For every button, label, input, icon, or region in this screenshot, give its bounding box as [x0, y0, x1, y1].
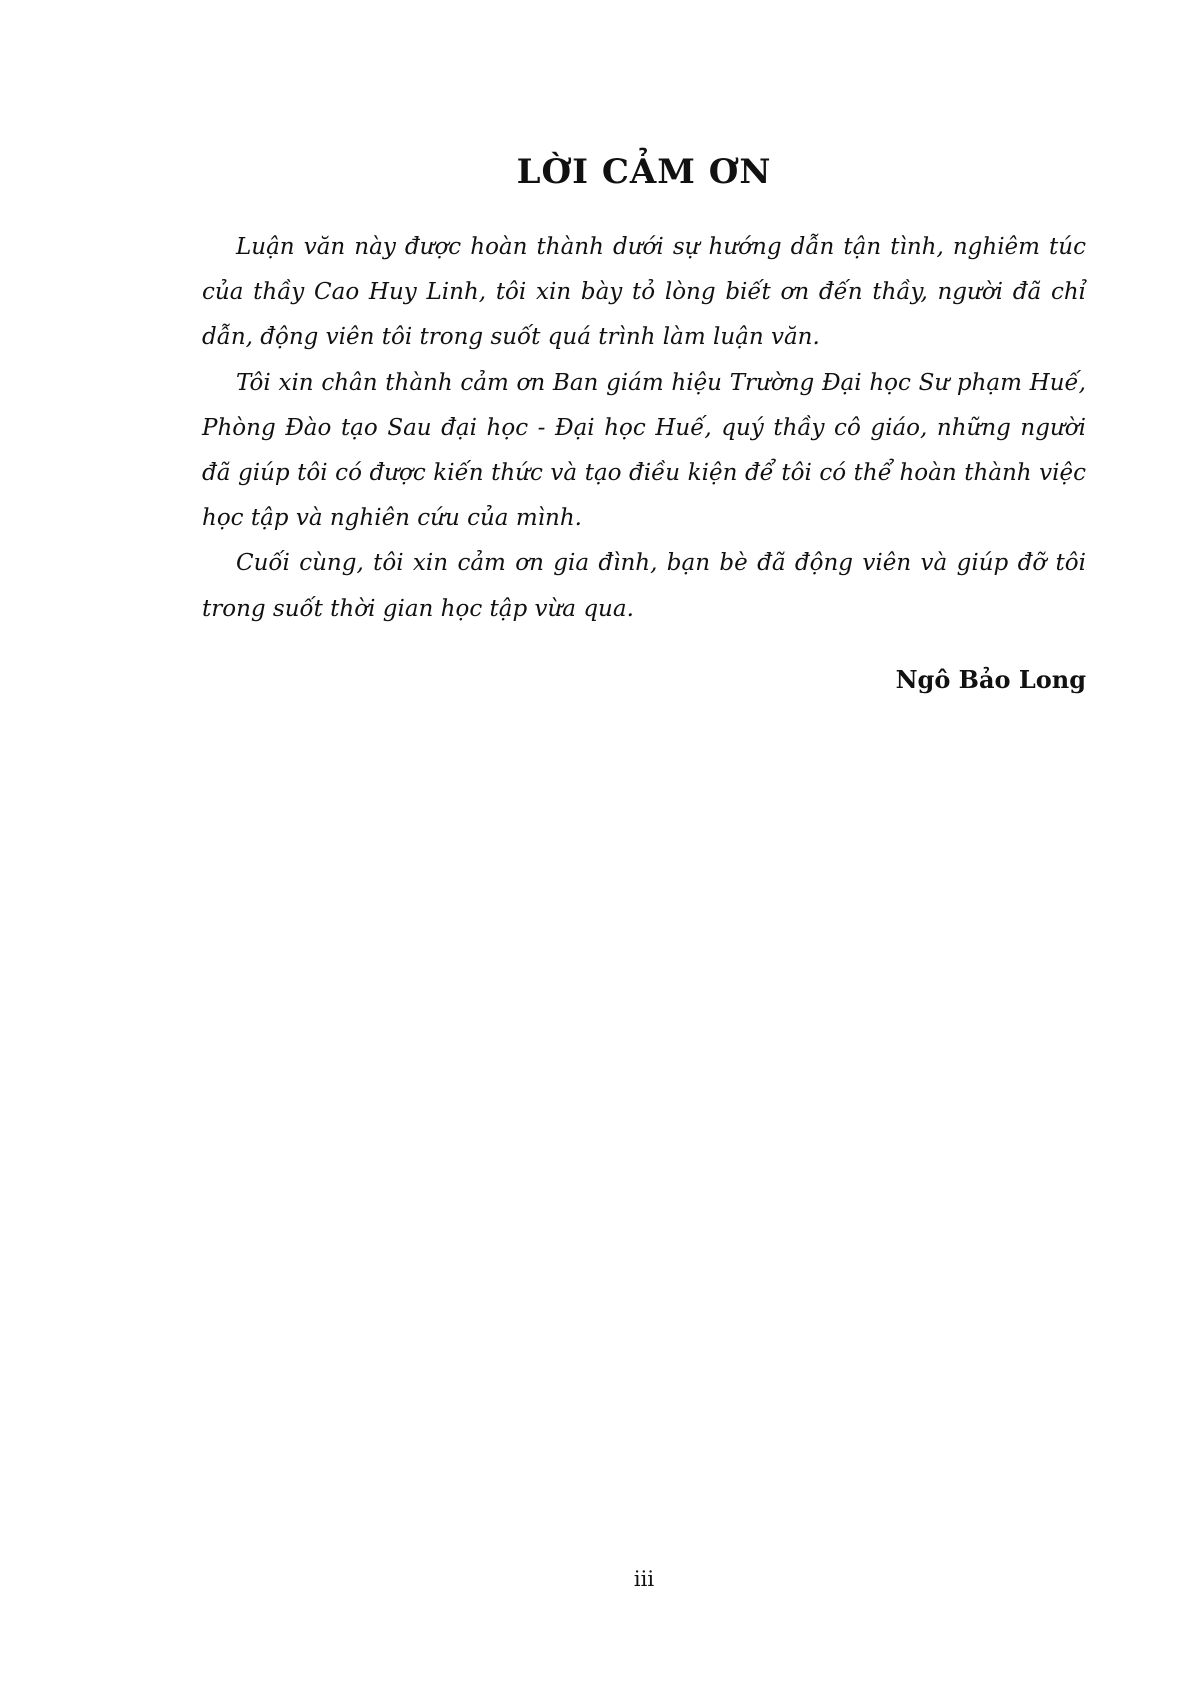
paragraph-2: Tôi xin chân thành cảm ơn Ban giám hiệu Trường Đại học Sư phạm Huế, Phòng Đào tạo Sau đại học - Đại học Huế, quý thầy cô giáo, những người đã giúp tôi có được kiến thức và tạo điều kiện để tôi có thể hoàn thành việc học tập và nghiên cứu của mình.	[202, 369, 1086, 532]
page-title: LỜI CẢM ƠN	[516, 152, 772, 192]
author-signature: Ngô Bảo Long	[895, 665, 1086, 694]
acknowledgement-body	[202, 225, 1086, 632]
paragraph-1: Luận văn này được hoàn thành dưới sự hướng dẫn tận tình, nghiêm túc của thầy Cao Huy Linh, tôi xin bày tỏ lòng biết ơn đến thầy, người đã chỉ dẫn, động viên tôi trong suốt quá trình làm luận văn.	[202, 234, 1086, 351]
page-number: iii	[633, 1567, 655, 1591]
paragraph-3: Cuối cùng, tôi xin cảm ơn gia đình, bạn bè đã động viên và giúp đỡ tôi trong suốt thời gian học tập vừa qua.	[202, 550, 1086, 622]
